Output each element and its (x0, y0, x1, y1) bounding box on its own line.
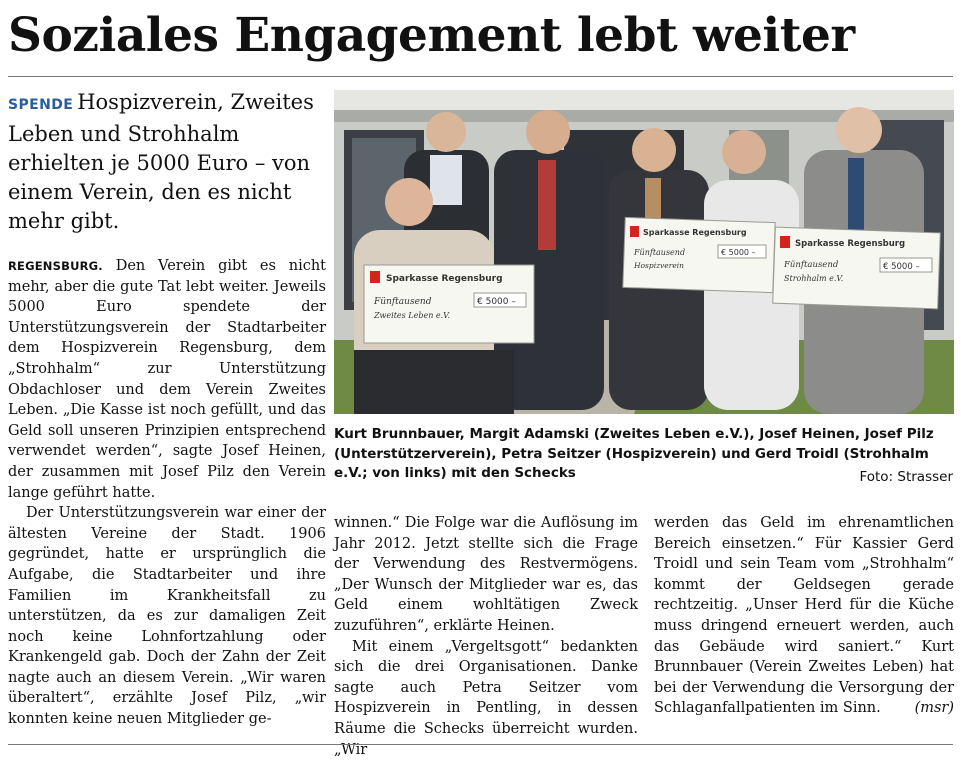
paragraph-text: Den Verein gibt es nicht mehr, aber die gute Tat lebt weiter. Jeweils 5000 Euro spendete der Unterstützungsverein der Stadtarbeiter dem Hospizverein Regensburg, dem „Strohhalm“ zur Unterstützung Obdachloser und dem Verein Zweites Leben. „Die Kasse ist noch gefüllt, und das Geld soll unseren Prinzipien entsprechend verwendet werden“, sagte Josef Heinen, der zusammen mit Josef Pilz den Verein lange geführt hatte. (8, 258, 326, 501)
cheque-bank: Sparkasse Regensburg (795, 239, 906, 249)
cheque-line2: Zweites Leben e.V. (374, 311, 451, 320)
cheque-amount: € 5000 – (477, 297, 516, 307)
cheque-payee: Fünftausend (784, 260, 839, 270)
cheque-3 (773, 227, 941, 309)
cheque-2 (623, 217, 775, 292)
article-column-3 (654, 513, 954, 719)
cheque-payee: Fünftausend (374, 297, 432, 307)
cheque-payee: Fünftausend (634, 248, 686, 257)
lead-text: Hospizverein, Zweites Leben und Strohhalm erhielten je 5000 Euro – von einem Verein, den es nicht mehr gibt. (8, 90, 314, 233)
cheque-1 (364, 265, 534, 343)
kicker-label: SPENDE (8, 97, 74, 113)
cheque-amount: € 5000 – (883, 262, 920, 272)
bottom-rule (8, 744, 953, 745)
article-headline: Soziales Engagement lebt weiter (8, 8, 855, 63)
cheque-line2: Hospizverein (634, 261, 684, 270)
article-lead (8, 88, 318, 236)
article-column-2 (334, 513, 638, 760)
cheque-bank: Sparkasse Regensburg (386, 274, 503, 284)
article-column-1 (8, 256, 326, 730)
cheque-line2: Strohhalm e.V. (784, 274, 844, 283)
dateline: REGENSBURG. (8, 259, 103, 273)
photo-credit: Foto: Strasser (859, 469, 953, 485)
paragraph (8, 256, 326, 503)
paragraph (654, 513, 954, 719)
byline: (msr) (914, 700, 954, 717)
group-photo-illustration (334, 90, 954, 414)
paragraph: winnen.“ Die Folge war die Auflösung im Jahr 2012. Jetzt stellte sich die Frage der Verwendung des Restvermögens. „Der Wunsch der Mitglieder war es, das Geld einem wohltätigen Zweck zuzuführen“, erklärte Heinen. (334, 515, 638, 634)
paragraph-text: werden das Geld im ehrenamtlichen Bereich einsetzen.“ Für Kassier Gerd Troidl und sein Team vom „Strohhalm“ kommt der Geldsegen gerade rechtzeitig. „Unser Herd für die Küche muss dringend erneuert werden, auch das Gebäude wird saniert.“ Kurt Brunnbauer (Verein Zweites Leben) hat bei der Verwendung die Versorgung der Schlaganfallpatienten im Sinn. (654, 515, 954, 717)
photo-caption: Kurt Brunnbauer, Margit Adamski (Zweites Leben e.V.), Josef Heinen, Josef Pilz (Unterstützerverein), Petra Seitzer (Hospizverein) und Gerd Troidl (Strohhalm e.V.; von links) mit den Schecks (334, 426, 934, 481)
cheque-amount: € 5000 – (721, 248, 756, 257)
article-photo (334, 90, 954, 414)
top-rule (8, 76, 953, 77)
cheque-bank: Sparkasse Regensburg (643, 228, 747, 237)
paragraph: Der Unterstützungsverein war einer der ältesten Vereine der Stadt. 1906 gegründet, hatte er ursprünglich die Aufgabe, die Stadtarbeiter und ihre Familien im Krankheitsfall zu unterstützen, da es zur damaligen Zeit noch keine Lohnfortzahlung oder Krankengeld gab. Doch der Zahn der Zeit nagte auch an diesem Verein. „Wir waren überaltert“, erzählte Josef Pilz, „wir konnten keine neuen Mitglieder ge- (8, 505, 326, 728)
paragraph: Mit einem „Vergeltsgott“ bedankten sich die drei Organisationen. Danke sagte auch Petra Seitzer vom Hospizverein in Pentling, in dessen Räume die Schecks überreicht wurden. „Wir (334, 638, 638, 758)
